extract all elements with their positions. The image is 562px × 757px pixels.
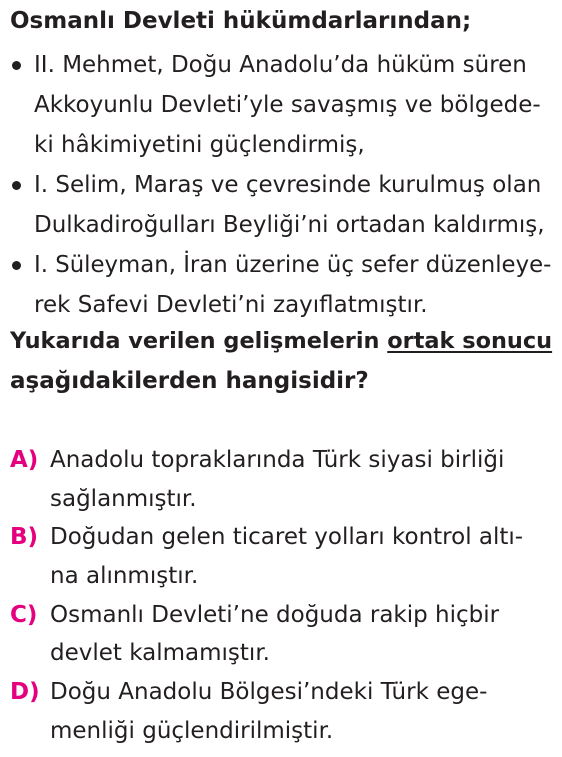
bullet-2-line-1: I. Selim, Maraş ve çevresinde kurulmuş olan xyxy=(34,172,542,198)
bullet-1-line-3: ki hâkimiyetini güçlendirmiş, xyxy=(34,132,365,158)
option-d-line-1[interactable]: Doğu Anadolu Bölgesi’ndeki Türk ege- xyxy=(50,679,488,705)
bullet-3-line-1: I. Süleyman, İran üzerine üç sefer düzenleye- xyxy=(34,252,552,278)
option-a-line-2[interactable]: sağlanmıştır. xyxy=(50,486,197,512)
question-prompt-line-1 xyxy=(10,326,552,356)
bullet-dot-1 xyxy=(12,61,21,70)
option-c-line-2[interactable]: devlet kalmamıştır. xyxy=(50,640,270,666)
bullet-1-line-2: Akkoyunlu Devleti’yle savaşmış ve bölgede- xyxy=(34,92,541,118)
question-prompt-text: Yukarıda verilen gelişmelerin xyxy=(10,328,388,354)
option-b-letter[interactable]: B) xyxy=(10,524,39,550)
bullet-dot-3 xyxy=(12,261,21,270)
option-b-line-2[interactable]: na alınmıştır. xyxy=(50,563,199,589)
question-intro: Osmanlı Devleti hükümdarlarından; xyxy=(10,8,472,34)
option-a-letter[interactable]: A) xyxy=(10,447,39,473)
question-prompt-line-2: aşağıdakilerden hangisidir? xyxy=(10,368,369,394)
bullet-1-line-1: II. Mehmet, Doğu Anadolu’da hüküm süren xyxy=(34,52,527,78)
option-b-line-1[interactable]: Doğudan gelen ticaret yolları kontrol altı- xyxy=(50,524,524,550)
question-prompt-underlined: ortak sonucu xyxy=(387,328,553,354)
bullet-3-line-2: rek Safevi Devleti’ni zayıflatmıştır. xyxy=(34,292,428,318)
option-c-line-1[interactable]: Osmanlı Devleti’ne doğuda rakip hiçbir xyxy=(50,602,500,628)
option-c-letter[interactable]: C) xyxy=(10,602,38,628)
option-a-line-1[interactable]: Anadolu topraklarında Türk siyasi birliği xyxy=(50,447,505,473)
bullet-2-line-2: Dulkadiroğulları Beyliği’ni ortadan kaldırmış, xyxy=(34,212,545,238)
option-d-line-2[interactable]: menliği güçlendirilmiştir. xyxy=(50,718,334,744)
bullet-dot-2 xyxy=(12,181,21,190)
option-d-letter[interactable]: D) xyxy=(10,679,40,705)
